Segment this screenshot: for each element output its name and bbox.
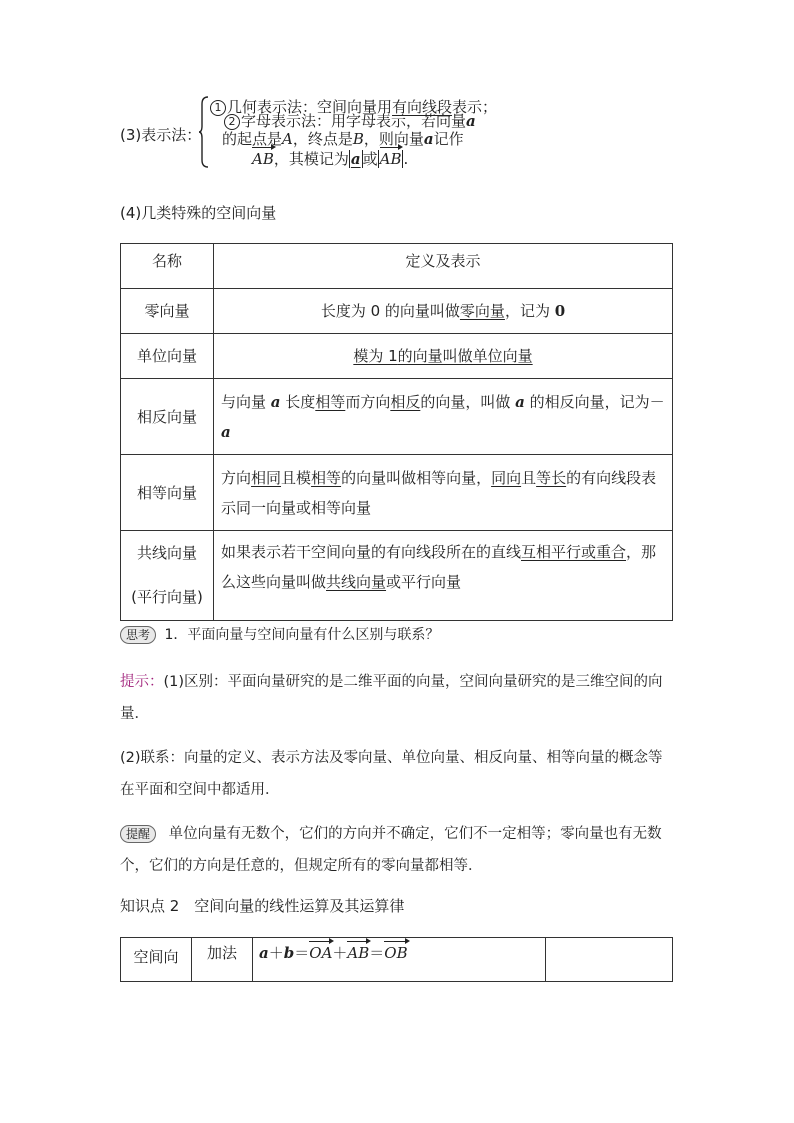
vector-AB: AB [252,150,274,168]
section-title: (4)几类特殊的空间向量 [120,204,277,222]
header-definition: 定义及表示 [214,244,673,289]
row-definition: 模为 1的向量叫做单位向量 [214,334,673,379]
knowledge-point-title: 知识点 2 空间向量的线性运算及其运算律 [120,897,405,915]
geometric-representation: 1 几何表示法：空间向量用有向线段表示； [210,96,497,117]
remind-tag: 提醒 [120,825,156,843]
row-definition: 如果表示若干空间向量的有向线段所在的直线互相平行或重合，那么这些向量叫做共线向量或平行向量 [214,531,673,621]
table-row [121,244,673,289]
cell-empty [546,938,673,982]
table-row [121,455,673,531]
row-name: 零向量 [121,289,214,334]
header-name: 名称 [121,244,214,289]
linear-operations-table [120,937,673,982]
table-row [121,379,673,455]
hint-paragraph-2: (2)联系：向量的定义、表示方法及零向量、单位向量、相反向量、相等向量的概念等在平面和空间中都适用． [120,750,663,798]
hint-label: 提示： [120,674,164,690]
table-row [121,531,673,621]
think-tag: 思考 [120,626,156,644]
special-vectors-table [120,243,673,621]
think-question: 思考 1．平面向量与空间向量有什么区别与联系？ [120,624,439,644]
left-brace-icon [198,96,210,168]
cell-formula: a＋b＝OA＋AB＝OB [253,938,546,982]
table-row [121,938,673,982]
remind-note: 提醒 单位向量有无数个，它们的方向并不确定，它们不一定相等；零向量也有无数个，它们的方向是任意的，但规定所有的零向量都相等． [120,826,662,874]
row-definition: 与向量 a 长度相等而方向相反的向量，叫做 a 的相反向量，记为－a [214,379,673,455]
table-row [121,289,673,334]
cell-category: 空间向 [121,938,192,982]
representation-label: (3)表示法： [120,126,202,144]
cell-operation: 加法 [192,938,253,982]
notation-line: AB，其模记为 a 或 AB . [252,150,409,168]
row-definition: 方向相同且模相等的向量叫做相等向量，同向且等长的有向线段表示同一向量或相等向量 [214,455,673,531]
row-name: 共线向量 (平行向量) [121,531,214,621]
hint-paragraph-1: 提示：(1)区别：平面向量研究的是二维平面的向量，空间向量研究的是三维空间的向量． [120,674,663,722]
row-definition: 长度为 0 的向量叫做零向量，记为 0 [214,289,673,334]
row-name: 相等向量 [121,455,214,531]
letter-representation: 2 字母表示法：用字母表示，若向量a [224,110,476,131]
circled-number: 1 [210,100,226,116]
letter-representation-cont: 的起点是A，终点是B，则向量a记作 [222,130,464,148]
circled-number: 2 [224,114,240,130]
row-name: 单位向量 [121,334,214,379]
row-name: 相反向量 [121,379,214,455]
table-row [121,334,673,379]
